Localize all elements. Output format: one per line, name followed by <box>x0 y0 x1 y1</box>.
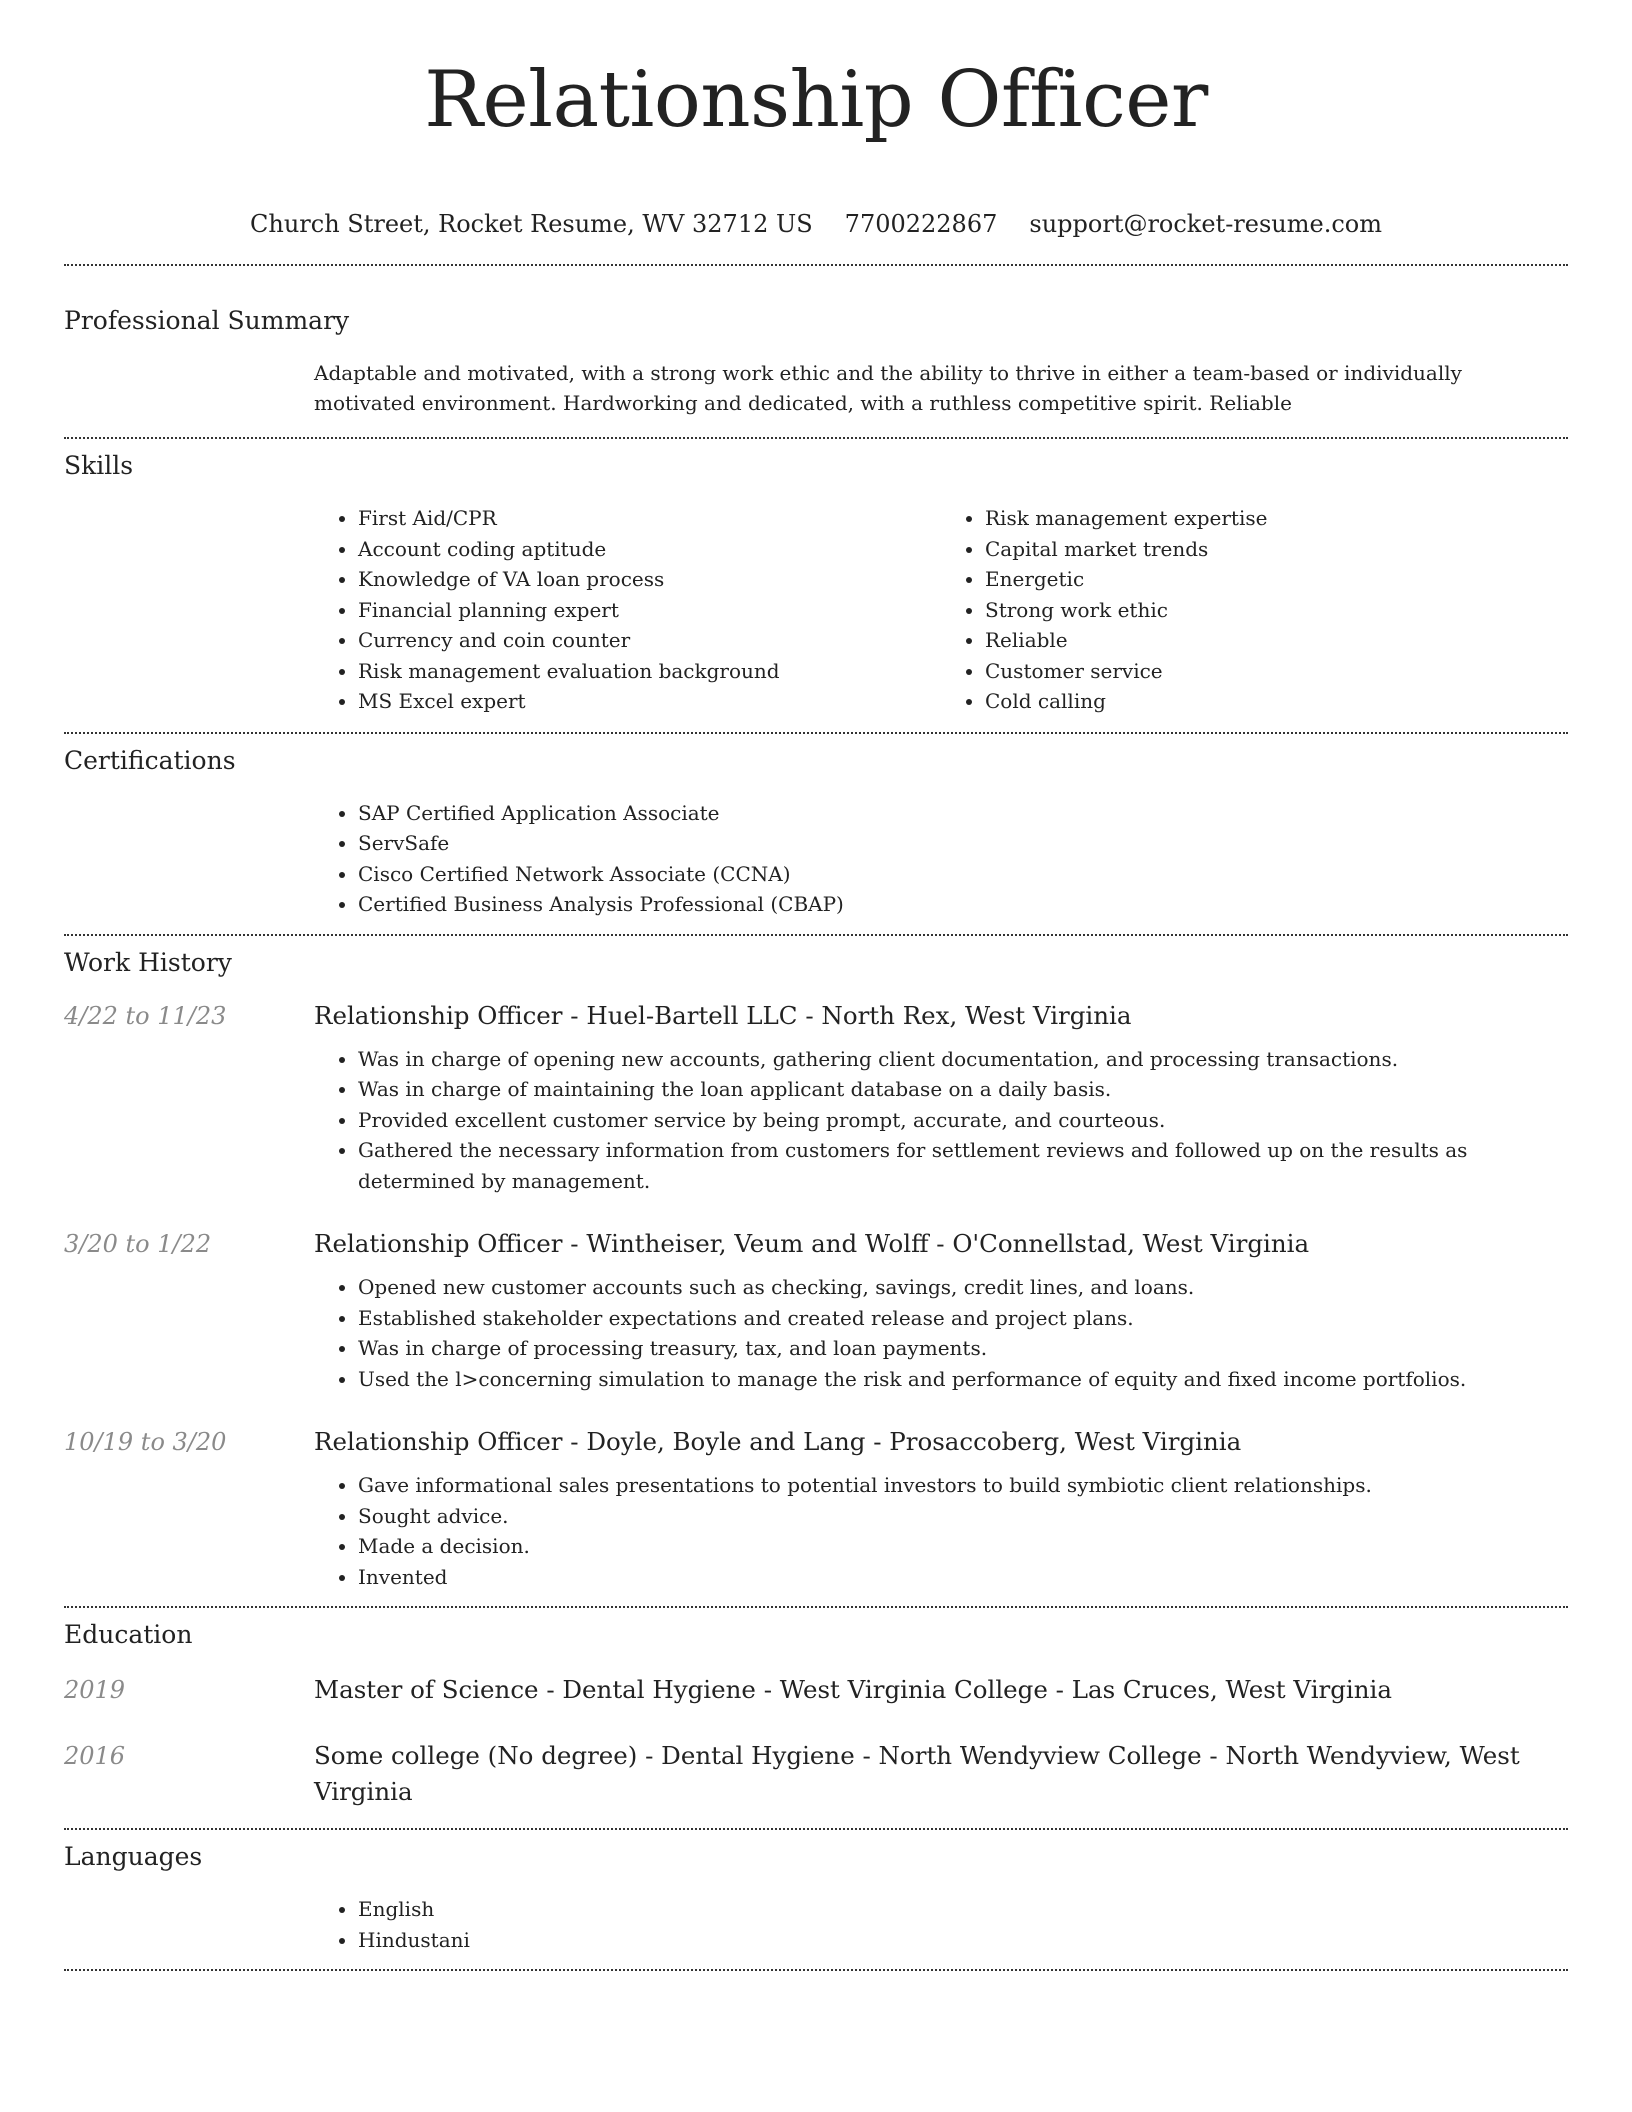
languages-list <box>314 1894 1568 1955</box>
skill-item: • First Aid/CPR <box>358 503 941 534</box>
education-year: 2019 <box>64 1676 126 1704</box>
job-bullets <box>314 1470 1568 1592</box>
certifications-section <box>64 744 1568 920</box>
job-heading: Relationship Officer - Wintheiser, Veum and Wolff - O'Connellstad, West Virginia <box>314 1229 1310 1258</box>
skill-item: • Reliable <box>985 625 1568 656</box>
job-bullet: • Made a decision. <box>358 1531 1568 1562</box>
divider <box>64 732 1568 734</box>
contact-address: Church Street, Rocket Resume, WV 32712 US <box>250 210 813 238</box>
education-heading-text: Master of Science - Dental Hygiene - West Virginia College - Las Cruces, West Virginia <box>314 1675 1392 1704</box>
certification-item: • Certified Business Analysis Professional (CBAP) <box>358 889 1568 920</box>
contact-email: support@rocket-resume.com <box>1029 210 1382 238</box>
resume-name: Relationship Officer <box>424 55 1208 145</box>
skill-item: • Energetic <box>985 564 1568 595</box>
certifications-list-wrap <box>314 798 1568 920</box>
education-heading: Education <box>64 1620 193 1649</box>
skill-item: • Strong work ethic <box>985 595 1568 626</box>
language-item: • Hindustani <box>358 1925 1568 1956</box>
job-heading: Relationship Officer - Huel-Bartell LLC - North Rex, West Virginia <box>314 1000 1132 1030</box>
job-bullet: • Was in charge of opening new accounts, gathering client documentation, and processing transactions. <box>358 1044 1568 1075</box>
languages-list-wrap <box>314 1894 1568 1955</box>
skills-right-list <box>941 503 1568 717</box>
job-dates: 10/19 to 3/20 <box>64 1428 227 1456</box>
job-entry <box>64 1226 1568 1394</box>
certification-item: • ServSafe <box>358 828 1568 859</box>
divider <box>64 264 1568 266</box>
job-bullets <box>314 1044 1568 1197</box>
education-heading-text: Some college (No degree) - Dental Hygiene - North Wendyview College - North Wendyview, West Virginia <box>314 1741 1520 1806</box>
divider <box>64 934 1568 936</box>
job-bullet: • Provided excellent customer service by being prompt, accurate, and courteous. <box>358 1105 1568 1136</box>
education-entry <box>64 1738 1568 1810</box>
job-details <box>314 1424 1568 1592</box>
job-bullet: • Invented <box>358 1562 1568 1593</box>
education-year: 2016 <box>64 1742 126 1770</box>
job-details <box>314 998 1568 1197</box>
job-dates: 4/22 to 11/23 <box>64 1001 227 1030</box>
job-bullet: • Used the l>concerning simulation to manage the risk and performance of equity and fixed income portfolios. <box>358 1364 1568 1395</box>
contact-phone: 7700222867 <box>844 210 998 238</box>
divider <box>64 1969 1568 1971</box>
certification-item: • Cisco Certified Network Associate (CCNA) <box>358 859 1568 890</box>
job-bullet: • Established stakeholder expectations and created release and project plans. <box>358 1303 1568 1334</box>
languages-section <box>64 1840 1568 1955</box>
job-bullet: • Gathered the necessary information from customers for settlement reviews and followed up on the results as determined by management. <box>358 1135 1568 1196</box>
job-bullet: • Was in charge of maintaining the loan applicant database on a daily basis. <box>358 1074 1568 1105</box>
skill-item: • MS Excel expert <box>358 686 941 717</box>
summary-section <box>64 304 1568 418</box>
certification-item: • SAP Certified Application Associate <box>358 798 1568 829</box>
job-entry <box>64 998 1568 1197</box>
skills-section <box>64 449 1568 717</box>
skill-item: • Account coding aptitude <box>358 534 941 565</box>
job-dates: 3/20 to 1/22 <box>64 1230 212 1258</box>
job-entry <box>64 1424 1568 1592</box>
contact-line <box>64 208 1568 240</box>
language-item: • English <box>358 1894 1568 1925</box>
skill-item: • Risk management expertise <box>985 503 1568 534</box>
job-heading: Relationship Officer - Doyle, Boyle and Lang - Prosaccoberg, West Virginia <box>314 1427 1242 1456</box>
education-entry <box>64 1672 1568 1708</box>
education-section <box>64 1618 1568 1810</box>
work-heading: Work History <box>64 947 232 977</box>
skill-item: • Financial planning expert <box>358 595 941 626</box>
job-bullet: • Gave informational sales presentations to potential investors to build symbiotic client relationships. <box>358 1470 1568 1501</box>
summary-text: Adaptable and motivated, with a strong work ethic and the ability to thrive in either a team-based or individually motivated environment. Hardworking and dedicated, with a ruthless competitive spirit. Reliable <box>314 361 1462 415</box>
skill-item: • Capital market trends <box>985 534 1568 565</box>
work-section <box>64 946 1568 1593</box>
skill-item: • Customer service <box>985 656 1568 687</box>
skill-item: • Currency and coin counter <box>358 625 941 656</box>
job-bullet: • Was in charge of processing treasury, tax, and loan payments. <box>358 1333 1568 1364</box>
skills-left-list <box>314 503 941 717</box>
skill-item: • Risk management evaluation background <box>358 656 941 687</box>
divider <box>64 437 1568 439</box>
job-bullets <box>314 1272 1568 1394</box>
skill-item: • Knowledge of VA loan process <box>358 564 941 595</box>
job-details <box>314 1226 1568 1394</box>
summary-heading: Professional Summary <box>64 306 350 335</box>
divider <box>64 1828 1568 1830</box>
languages-heading: Languages <box>64 1842 203 1871</box>
job-bullet: • Sought advice. <box>358 1501 1568 1532</box>
skills-columns <box>314 503 1568 717</box>
job-bullet: • Opened new customer accounts such as checking, savings, credit lines, and loans. <box>358 1272 1568 1303</box>
certifications-heading: Certifications <box>64 745 236 775</box>
skill-item: • Cold calling <box>985 686 1568 717</box>
skills-heading: Skills <box>64 451 134 480</box>
divider <box>64 1606 1568 1608</box>
certifications-list <box>314 798 1568 920</box>
